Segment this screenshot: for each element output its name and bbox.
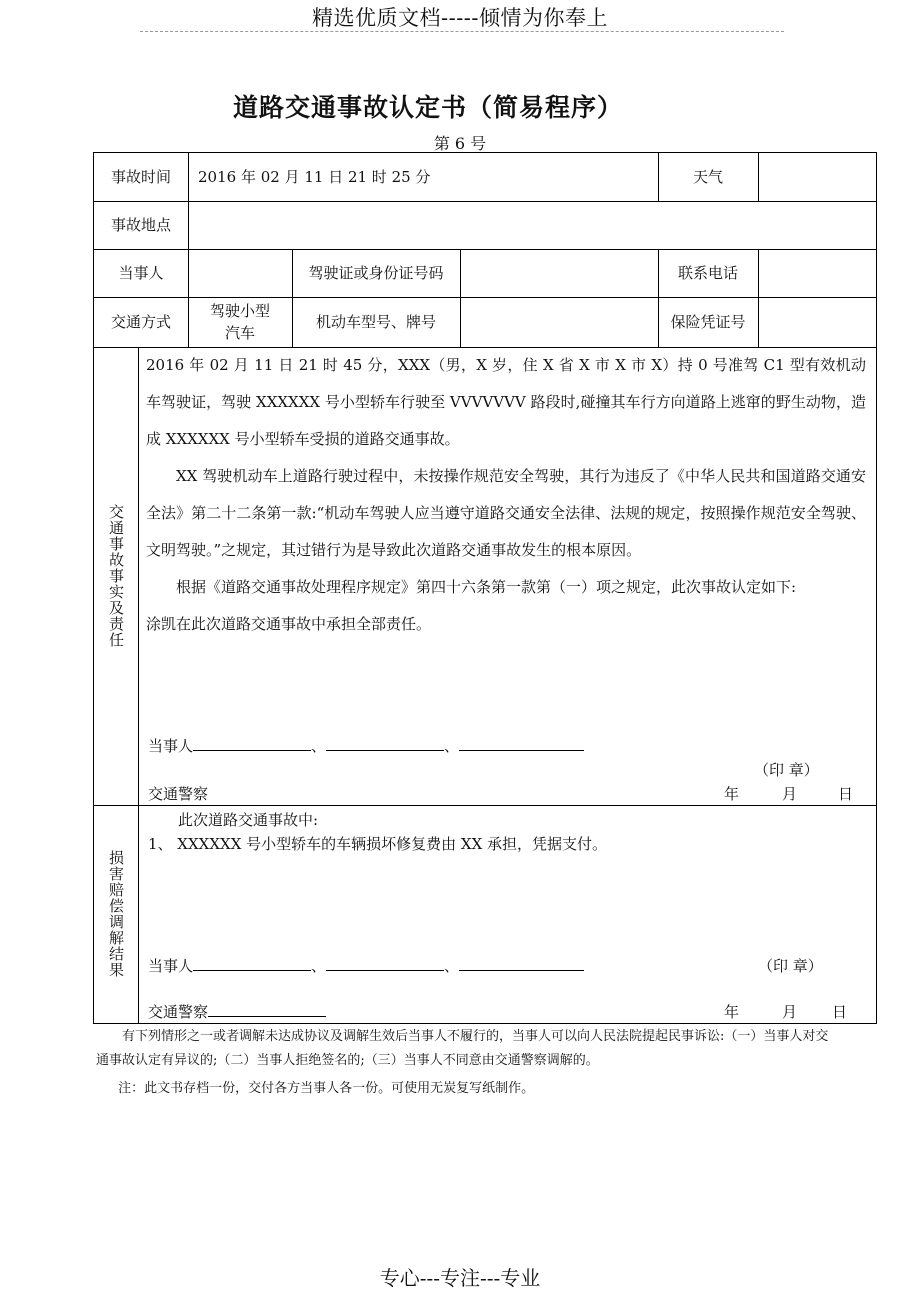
- signature-line[interactable]: [326, 956, 444, 971]
- facts-year: 年: [724, 785, 740, 803]
- mediation-intro: 此次道路交通事故中:: [178, 811, 319, 829]
- facts-party-signature: [148, 735, 584, 756]
- facts-paragraph: XX 驾驶机动车上道路行驶过程中，未按操作规范安全驾驶，其行为违反了《中华人民共和国道路交通安全法》第二十二条第一款:“机动车驾驶人应当遵守道路交通安全法律、法规的规定，按照操作规范安全驾驶、文明驾驶。”之规定，其过错行为是导致此次道路交通事故发生的根本原因。: [146, 467, 866, 559]
- mediation-year: 年: [724, 1003, 740, 1021]
- party-label: 当事人: [118, 264, 164, 282]
- party-value[interactable]: [188, 249, 292, 297]
- mediation-police-signature: [148, 1001, 326, 1022]
- mediation-seal-label: （印 章）: [758, 957, 823, 975]
- signature-line[interactable]: [459, 736, 584, 751]
- facts-day: 日: [838, 785, 854, 803]
- accident-form: [93, 152, 877, 1024]
- col-divider: [138, 347, 139, 1023]
- facts-section-label-text: 交通事故事实及责任: [107, 504, 125, 648]
- mediation-month: 月: [782, 1003, 798, 1021]
- license-label: 驾驶证或身份证号码: [308, 264, 444, 282]
- page-footer: 专心---专注---专业: [379, 1266, 541, 1290]
- accident-time-label: 事故时间: [110, 168, 171, 186]
- party-sign-label: 当事人: [148, 957, 194, 975]
- separator: 、: [311, 957, 327, 975]
- traffic-mode-value[interactable]: 驾驶小型汽车: [209, 302, 270, 342]
- facts-body: [146, 347, 866, 643]
- legal-note: 有下列情形之一或者调解未达成协议及调解生效后当事人不履行的，当事人可以向人民法院提起民事诉讼:（一）当事人对交通事故认定有异议的;（二）当事人拒绝签名的;（三）当事人不同意由交通警察调解的。: [96, 1029, 829, 1068]
- insurance-label: 保险凭证号: [670, 313, 746, 331]
- separator: 、: [444, 737, 460, 755]
- facts-seal-label: （印 章）: [754, 761, 819, 779]
- insurance-value[interactable]: [758, 297, 876, 347]
- copy-note: 注：此文书存档一份，交付各方当事人各一份。可使用无炭复写纸制作。: [118, 1081, 535, 1096]
- header-divider: [140, 31, 784, 32]
- mediation-section-label: [94, 805, 138, 1023]
- page-header: 精选优质文档-----倾情为你奉上: [312, 6, 608, 30]
- police-label: 交通警察: [148, 1003, 209, 1021]
- accident-time-value[interactable]: 2016 年 02 月 11 日 21 时 25 分: [198, 168, 431, 186]
- separator: 、: [444, 957, 460, 975]
- mediation-party-signature: [148, 955, 584, 976]
- signature-line[interactable]: [459, 956, 584, 971]
- vehicle-value[interactable]: [460, 297, 658, 347]
- notes: [96, 1025, 836, 1101]
- signature-line[interactable]: [193, 956, 311, 971]
- signature-line[interactable]: [208, 1002, 326, 1017]
- mediation-item: 1、 XXXXXX 号小型轿车的车辆损坏修复费由 XX 承担，凭据支付。: [148, 835, 608, 853]
- facts-section-label: [94, 347, 138, 805]
- accident-place-value[interactable]: [188, 201, 876, 249]
- phone-value[interactable]: [758, 249, 876, 297]
- vehicle-label: 机动车型号、牌号: [315, 313, 436, 331]
- mediation-day: 日: [832, 1003, 848, 1021]
- facts-month: 月: [782, 785, 798, 803]
- traffic-mode-label: 交通方式: [110, 313, 171, 331]
- facts-paragraph: 2016 年 02 月 11 日 21 时 45 分，XXX（男，X 岁，住 X 省 X 市 X 市 X）持 0 号准驾 C1 型有效机动车驾驶证，驾驶 XXXXXX 号小型轿车行驶至 VVVVVVV 路段时,碰撞其车行方向道路上逃窜的野生动物，造成 XXXXXX 号小型轿车受损的道路交通事故。: [146, 356, 866, 448]
- document-title: 道路交通事故认定书（简易程序）: [232, 93, 623, 122]
- signature-line[interactable]: [326, 736, 444, 751]
- facts-police-label: 交通警察: [148, 785, 209, 803]
- row-divider: [94, 805, 876, 806]
- weather-value[interactable]: [758, 153, 876, 201]
- mediation-section-label-text: 损害赔偿调解结果: [107, 850, 125, 978]
- document-number: 第 6 号: [433, 134, 487, 153]
- phone-label: 联系电话: [677, 264, 738, 282]
- weather-label: 天气: [692, 168, 723, 186]
- separator: 、: [311, 737, 327, 755]
- accident-place-label: 事故地点: [110, 216, 171, 234]
- signature-line[interactable]: [193, 736, 311, 751]
- license-value[interactable]: [460, 249, 658, 297]
- party-sign-label: 当事人: [148, 737, 194, 755]
- facts-paragraph: 涂凯在此次道路交通事故中承担全部责任。: [146, 615, 432, 633]
- facts-paragraph: 根据《道路交通事故处理程序规定》第四十六条第一款第（一）项之规定，此次事故认定如下:: [176, 578, 797, 596]
